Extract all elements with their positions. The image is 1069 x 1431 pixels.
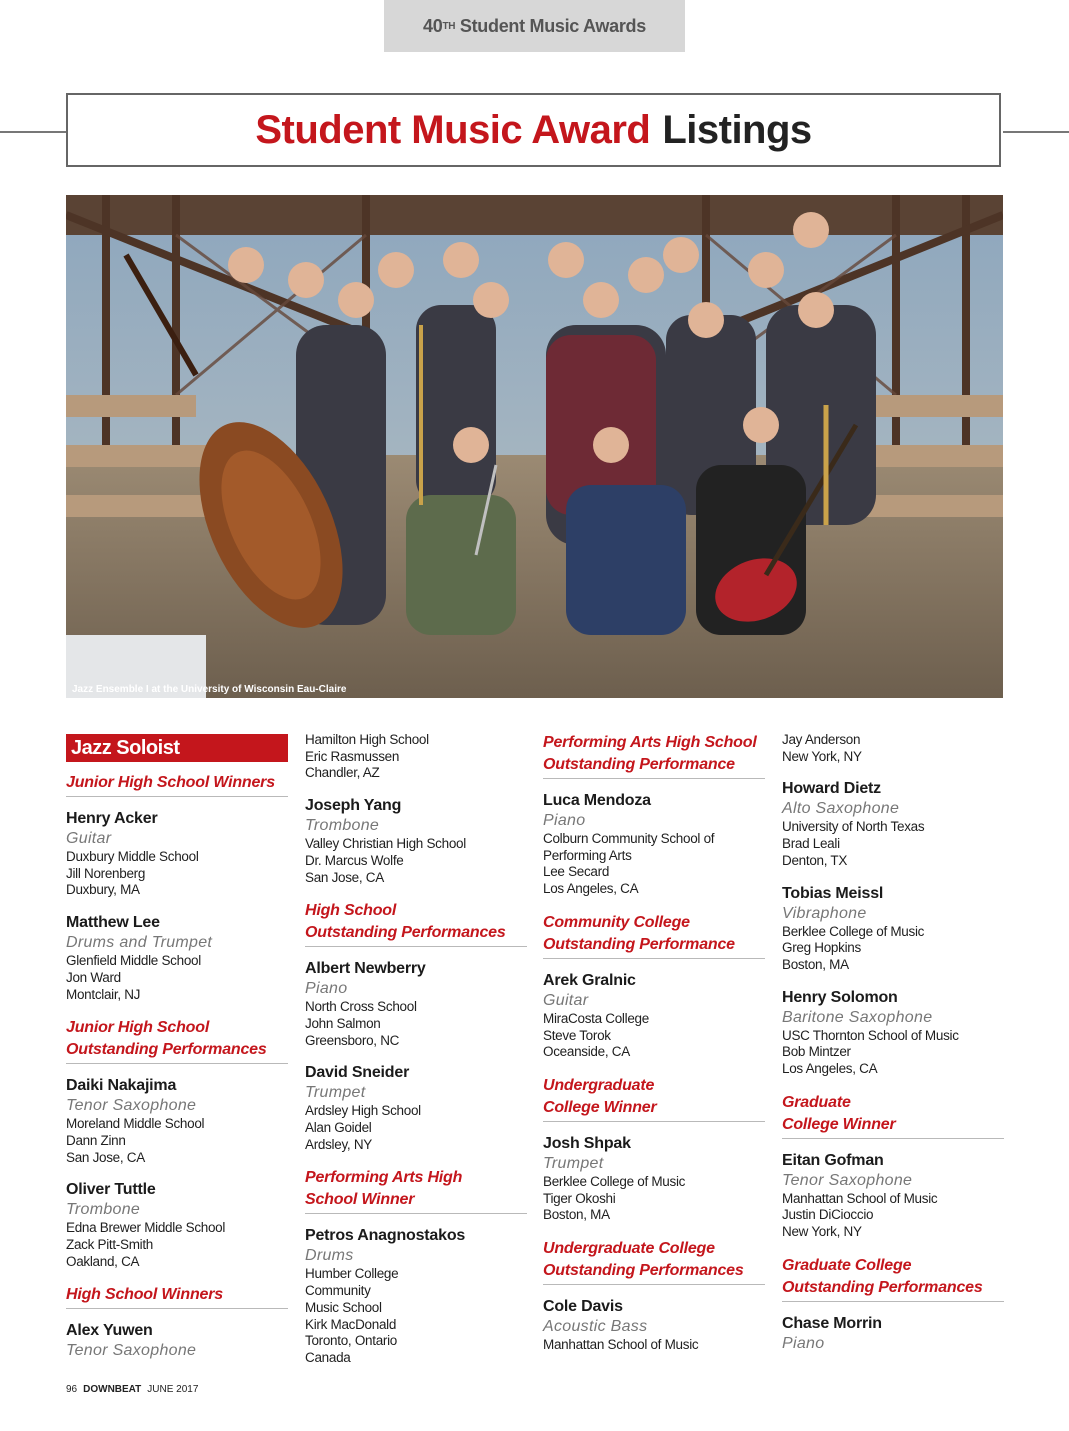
subcategory-heading [305, 900, 527, 947]
section-tab [384, 0, 685, 52]
winner-teacher: Steve Torok [543, 1027, 611, 1043]
subcategory-line: Outstanding Performances [782, 1278, 983, 1296]
photo-caption: Jazz Ensemble I at the University of Wisconsin Eau-Claire [72, 684, 347, 695]
winner-entry [66, 1321, 288, 1361]
magazine-name: DOWNBEAT [83, 1384, 142, 1395]
winner-name: Albert Newberry [305, 960, 426, 978]
winner-entry [782, 779, 1004, 869]
subcategory-heading [305, 1167, 527, 1214]
winner-name: Cole Davis [543, 1298, 623, 1316]
winner-entry [543, 971, 765, 1061]
winner-school: Glenfield Middle School [66, 953, 201, 969]
winner-entry [66, 913, 288, 1003]
winner-teacher: Lee Secard [543, 864, 610, 880]
winner-location: Boston, MA [782, 956, 849, 972]
winner-name: David Sneider [305, 1064, 410, 1082]
winner-school: Berklee College of Music [543, 1173, 686, 1189]
listing-column-4 [782, 732, 1004, 1368]
winner-instrument: Tenor Saxophone [66, 1342, 197, 1360]
subcategory-line: Outstanding Performances [543, 1262, 744, 1280]
subcategory-line: Performing Arts High School [543, 734, 757, 751]
winner-location: Duxbury, MA [66, 882, 140, 898]
winner-entry [543, 791, 765, 898]
winner-name: Henry Acker [66, 810, 158, 827]
winner-location: Greensboro, NC [305, 1032, 400, 1048]
subcategory-line: Outstanding Performance [543, 756, 735, 773]
winner-location: Los Angeles, CA [543, 881, 639, 897]
winner-school: Ardsley High School [305, 1103, 421, 1119]
winner-teacher: Greg Hopkins [782, 940, 861, 956]
winner-instrument: Trombone [66, 1201, 141, 1219]
winner-instrument: Tenor Saxophone [782, 1171, 913, 1189]
winner-location: San Jose, CA [66, 1149, 145, 1165]
subcategory-line: Graduate College [782, 1256, 912, 1274]
winner-teacher: Jill Norenberg [66, 865, 146, 881]
winner-instrument: Piano [305, 980, 348, 998]
winner-teacher: Dann Zinn [66, 1132, 126, 1148]
subcategory-line: Outstanding Performances [66, 1041, 267, 1059]
listing-column-3 [543, 732, 765, 1368]
issue-date: JUNE 2017 [147, 1384, 199, 1395]
winner-entry [305, 959, 527, 1049]
winner-instrument: Trombone [305, 817, 380, 835]
subcategory-line: High School [305, 902, 397, 920]
winner-name: Luca Mendoza [543, 792, 651, 809]
page-title [66, 93, 1001, 167]
subcategory-heading [543, 1238, 765, 1285]
subcategory-line: College Winner [782, 1115, 896, 1133]
subcategory-heading [782, 1092, 1004, 1139]
winner-instrument: Trumpet [543, 1154, 604, 1172]
winner-school: Music School [305, 1299, 382, 1315]
subcategory-line: Junior High School [66, 1019, 210, 1037]
winner-location: New York, NY [782, 1224, 862, 1240]
subcategory-line: Community College [543, 913, 690, 931]
winner-name: Tobias Meissl [782, 884, 884, 902]
subcategory-line: Graduate [782, 1093, 851, 1111]
winner-entry [782, 1151, 1004, 1241]
tab-superscript: TH [442, 20, 456, 32]
winner-location: Oakland, CA [66, 1253, 140, 1269]
winner-instrument: Tenor Saxophone [66, 1097, 197, 1115]
winner-location: Los Angeles, CA [782, 1061, 878, 1077]
winner-school: Community [305, 1283, 371, 1299]
winner-school: USC Thornton School of Music [782, 1027, 959, 1043]
page-title-dark: Listings [662, 107, 812, 152]
winner-instrument: Vibraphone [782, 904, 867, 922]
winner-entry [543, 1134, 765, 1224]
winner-school: Manhattan School of Music [782, 1190, 938, 1206]
title-rule-left [0, 131, 66, 133]
winner-teacher: Jon Ward [66, 969, 121, 985]
winner-school: MiraCosta College [543, 1010, 649, 1026]
winner-location: Oceanside, CA [543, 1044, 630, 1060]
subcategory-heading [66, 1017, 288, 1064]
winner-instrument: Trumpet [305, 1084, 366, 1102]
winner-location: Chandler, AZ [305, 765, 380, 781]
winner-school: Duxbury Middle School [66, 849, 199, 864]
winner-name: Alex Yuwen [66, 1322, 153, 1340]
subcategory-line: School Winner [305, 1191, 415, 1209]
winner-location: Canada [305, 1349, 351, 1365]
subcategory-line: Outstanding Performance [543, 935, 735, 953]
winner-name: Matthew Lee [66, 914, 160, 932]
winner-teacher: Tiger Okoshi [543, 1190, 616, 1206]
winner-teacher: Eric Rasmussen [305, 748, 400, 764]
winner-location: Ardsley, NY [305, 1136, 372, 1152]
winner-name: Josh Shpak [543, 1134, 631, 1152]
subcategory-line: Undergraduate [543, 1076, 655, 1094]
page-title-red: Student Music Award [255, 107, 651, 152]
subcategory-heading: High School Winners [66, 1284, 288, 1309]
page-number: 96 [66, 1384, 78, 1395]
winner-entry [66, 809, 288, 899]
winner-instrument: Alto Saxophone [782, 800, 900, 818]
winner-instrument: Acoustic Bass [543, 1318, 648, 1336]
winner-teacher: John Salmon [305, 1015, 381, 1031]
winner-instrument: Guitar [66, 830, 112, 847]
subcategory-heading: Junior High School Winners [66, 772, 288, 797]
subcategory-heading [543, 912, 765, 959]
tab-number: 40 [423, 15, 443, 36]
subcategory-line: Undergraduate College [543, 1240, 715, 1258]
winner-name: Chase Morrin [782, 1314, 882, 1332]
winner-teacher: Zack Pitt-Smith [66, 1237, 154, 1253]
winner-teacher: Jay Anderson [782, 732, 861, 747]
subcategory-heading [543, 732, 765, 779]
winner-instrument: Drums and Trumpet [66, 934, 213, 952]
winner-school: Humber College [305, 1266, 399, 1282]
winner-instrument: Piano [782, 1334, 825, 1352]
winner-entry [305, 1063, 527, 1153]
winner-school: University of North Texas [782, 819, 925, 835]
winner-school: Berklee College of Music [782, 923, 925, 939]
winner-name: Petros Anagnostakos [305, 1227, 466, 1245]
winner-name: Joseph Yang [305, 797, 402, 815]
winner-instrument: Drums [305, 1247, 354, 1265]
winner-name: Arek Gralnic [543, 971, 636, 989]
winner-school: Edna Brewer Middle School [66, 1220, 226, 1236]
winner-location: New York, NY [782, 748, 862, 764]
winner-name: Oliver Tuttle [66, 1181, 156, 1199]
winner-name: Howard Dietz [782, 780, 881, 798]
winner-school: Hamilton High School [305, 732, 429, 747]
continued-entry [782, 732, 1004, 765]
ensemble-photo [66, 195, 1003, 698]
winner-entry [305, 1226, 527, 1366]
winner-entry [782, 1314, 1004, 1354]
winner-location: Denton, TX [782, 852, 848, 868]
winner-entry [543, 1297, 765, 1354]
winner-teacher: Dr. Marcus Wolfe [305, 852, 404, 868]
listing-column-1 [66, 732, 288, 1375]
winner-teacher: Kirk MacDonald [305, 1316, 397, 1332]
subcategory-heading [782, 1255, 1004, 1302]
winner-name: Daiki Nakajima [66, 1077, 177, 1095]
winner-location: San Jose, CA [305, 869, 384, 885]
page-footer [66, 1384, 198, 1395]
winner-school: North Cross School [305, 999, 417, 1015]
winner-name: Henry Solomon [782, 988, 898, 1006]
winner-location: Toronto, Ontario [305, 1333, 398, 1349]
winner-school: Colburn Community School of [543, 831, 715, 846]
winner-location: Boston, MA [543, 1207, 610, 1223]
listing-column-2 [305, 732, 527, 1381]
winner-school: Manhattan School of Music [543, 1337, 699, 1353]
subcategory-heading [543, 1075, 765, 1122]
winner-school: Performing Arts [543, 847, 632, 863]
ensemble-photo-illustration [66, 195, 1003, 698]
subcategory-line: College Winner [543, 1098, 657, 1116]
winner-instrument: Baritone Saxophone [782, 1008, 933, 1026]
winner-teacher: Justin DiCioccio [782, 1207, 874, 1223]
winner-entry [782, 884, 1004, 974]
winner-entry [66, 1180, 288, 1270]
winner-school: Moreland Middle School [66, 1116, 205, 1132]
winner-name: Eitan Gofman [782, 1151, 884, 1169]
winner-teacher: Brad Leali [782, 836, 840, 852]
category-heading: Jazz Soloist [66, 734, 288, 762]
winner-teacher: Alan Goidel [305, 1120, 372, 1136]
continued-entry [305, 732, 527, 782]
winner-instrument: Guitar [543, 991, 589, 1009]
tab-text: Student Music Awards [455, 15, 646, 36]
winner-teacher: Bob Mintzer [782, 1044, 851, 1060]
title-rule-right [1003, 131, 1069, 133]
subcategory-line: Outstanding Performances [305, 924, 506, 942]
winner-school: Valley Christian High School [305, 836, 466, 852]
winner-entry [305, 796, 527, 886]
winner-entry [66, 1076, 288, 1166]
winner-location: Montclair, NJ [66, 986, 141, 1002]
winner-entry [782, 988, 1004, 1078]
subcategory-line: Performing Arts High [305, 1169, 463, 1187]
winner-instrument: Piano [543, 812, 586, 829]
